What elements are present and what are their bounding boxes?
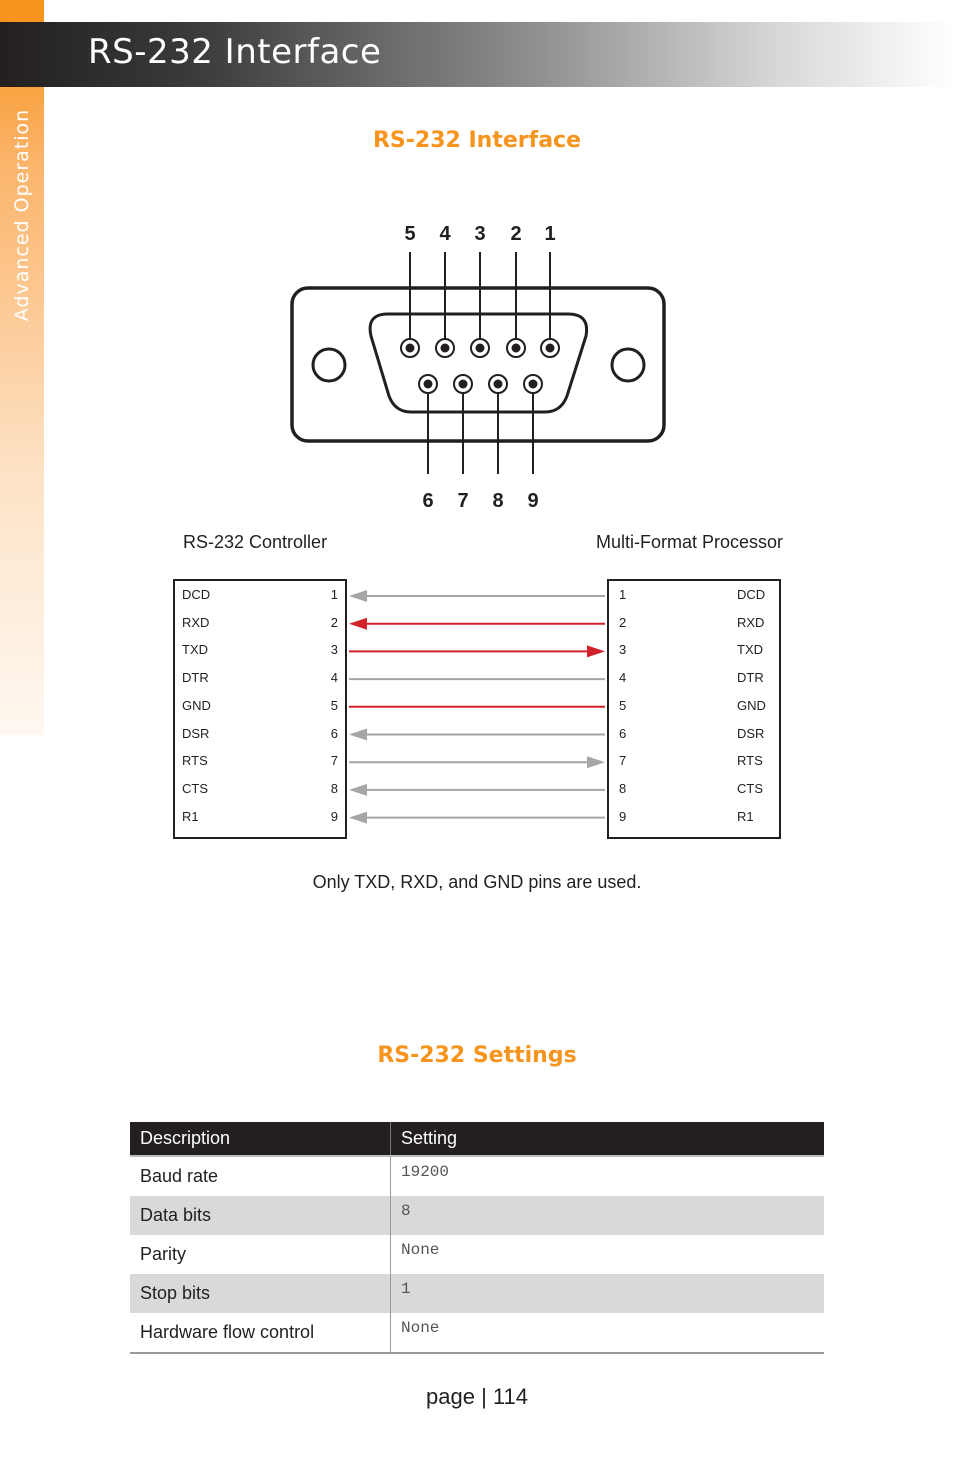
- controller-pin-number: 9: [330, 808, 338, 824]
- controller-pin-number: 5: [330, 697, 338, 713]
- processor-signal-name: CTS: [737, 780, 763, 796]
- processor-signal-name: DCD: [737, 587, 766, 602]
- row-description: Baud rate: [140, 1166, 219, 1186]
- controller-signal-name: RTS: [182, 753, 208, 769]
- pin-center: [546, 344, 555, 353]
- pin-number-label: 7: [457, 490, 469, 512]
- controller-pin-number: 6: [330, 725, 338, 741]
- table-row: [130, 1196, 824, 1235]
- row-description: Data bits: [130, 1196, 391, 1235]
- processor-signal-name: R1: [737, 808, 754, 824]
- controller-pin-number: 2: [330, 614, 338, 630]
- processor-pin-number: 1: [619, 587, 627, 602]
- table-header-row: [130, 1122, 824, 1156]
- pin-number-label: 9: [527, 490, 539, 512]
- wire-arrowhead: [587, 756, 605, 768]
- controller-pin-number: 7: [330, 753, 338, 769]
- row-setting: None: [391, 1235, 825, 1274]
- interface-heading: RS-232 Interface: [372, 128, 581, 153]
- wire-arrowhead: [349, 729, 367, 741]
- row-setting: 8: [391, 1196, 825, 1235]
- processor-pin-number: 7: [619, 753, 627, 769]
- wire-arrowhead: [349, 812, 367, 824]
- processor-pin-number: 5: [619, 697, 627, 713]
- controller-signal-name: DTR: [182, 670, 209, 686]
- settings-heading: RS-232 Settings: [377, 1043, 577, 1068]
- controller-signal-name: R1: [182, 808, 199, 824]
- db9-connector-diagram: [0, 200, 954, 520]
- pin-number-label: 3: [474, 223, 486, 245]
- processor-signal-name: RTS: [737, 753, 763, 769]
- controller-signal-name: DSR: [182, 725, 210, 741]
- controller-signal-name: GND: [182, 697, 211, 713]
- table-row: [130, 1274, 824, 1313]
- wiring-note: Only TXD, RXD, and GND pins are used.: [312, 872, 642, 892]
- table-row: [130, 1313, 824, 1353]
- wire-arrowhead: [349, 784, 367, 796]
- controller-pin-number: 3: [330, 642, 338, 658]
- pin-number-label: 5: [404, 223, 416, 245]
- pin-number-label: 2: [510, 223, 522, 245]
- processor-pin-number: 6: [619, 725, 627, 741]
- row-setting: None: [391, 1313, 825, 1353]
- controller-pin-number: 1: [330, 587, 338, 602]
- controller-pin-number: 8: [330, 780, 338, 796]
- controller-signal-name: RXD: [182, 614, 210, 630]
- row-description: Parity: [140, 1244, 187, 1264]
- row-description: Stop bits: [130, 1274, 391, 1313]
- pin-center: [512, 344, 521, 353]
- header-description: Description: [130, 1122, 391, 1156]
- processor-signal-name: GND: [737, 697, 766, 713]
- processor-signal-name: TXD: [737, 642, 763, 658]
- table-row: [130, 1235, 824, 1274]
- pin-center: [494, 380, 503, 389]
- pin-center: [459, 380, 468, 389]
- controller-signal-name: TXD: [182, 642, 208, 658]
- row-setting: 1: [391, 1274, 825, 1313]
- table-row: [130, 1156, 824, 1196]
- controller-label: RS-232 Controller: [183, 532, 328, 552]
- row-setting: 19200: [391, 1156, 825, 1196]
- processor-signal-name: DSR: [737, 725, 765, 741]
- processor-signal-name: RXD: [737, 614, 765, 630]
- pin-center: [406, 344, 415, 353]
- sidebar-section-text: Advanced Operation: [11, 108, 33, 322]
- controller-pin-number: 4: [330, 670, 338, 686]
- header-setting: Setting: [391, 1122, 825, 1156]
- processor-signal-name: DTR: [737, 670, 764, 686]
- processor-label: Multi-Format Processor: [596, 532, 784, 552]
- processor-pin-number: 4: [619, 670, 627, 686]
- page-title: RS-232 Interface: [88, 32, 382, 72]
- pin-number-label: 8: [492, 490, 504, 512]
- processor-pin-number: 2: [619, 614, 627, 630]
- processor-pin-number: 8: [619, 780, 627, 796]
- processor-pin-number: 9: [619, 808, 627, 824]
- settings-table: [130, 1122, 824, 1354]
- wire-arrowhead: [349, 618, 367, 630]
- row-description: Hardware flow control: [130, 1313, 391, 1353]
- pin-center: [476, 344, 485, 353]
- pin-number-label: 4: [439, 223, 451, 245]
- pin-center: [424, 380, 433, 389]
- controller-signal-name: CTS: [182, 780, 208, 796]
- wire-arrowhead: [349, 590, 367, 602]
- wiring-diagram: [345, 580, 609, 840]
- pin-number-label: 6: [422, 490, 434, 512]
- processor-pin-number: 3: [619, 642, 627, 658]
- pin-center: [441, 344, 450, 353]
- controller-signal-name: DCD: [182, 587, 211, 602]
- pin-number-label: 1: [544, 223, 556, 245]
- connector-shell: [292, 288, 664, 441]
- pin-center: [529, 380, 538, 389]
- wire-arrowhead: [587, 645, 605, 657]
- page-number: page | 114: [426, 1384, 528, 1409]
